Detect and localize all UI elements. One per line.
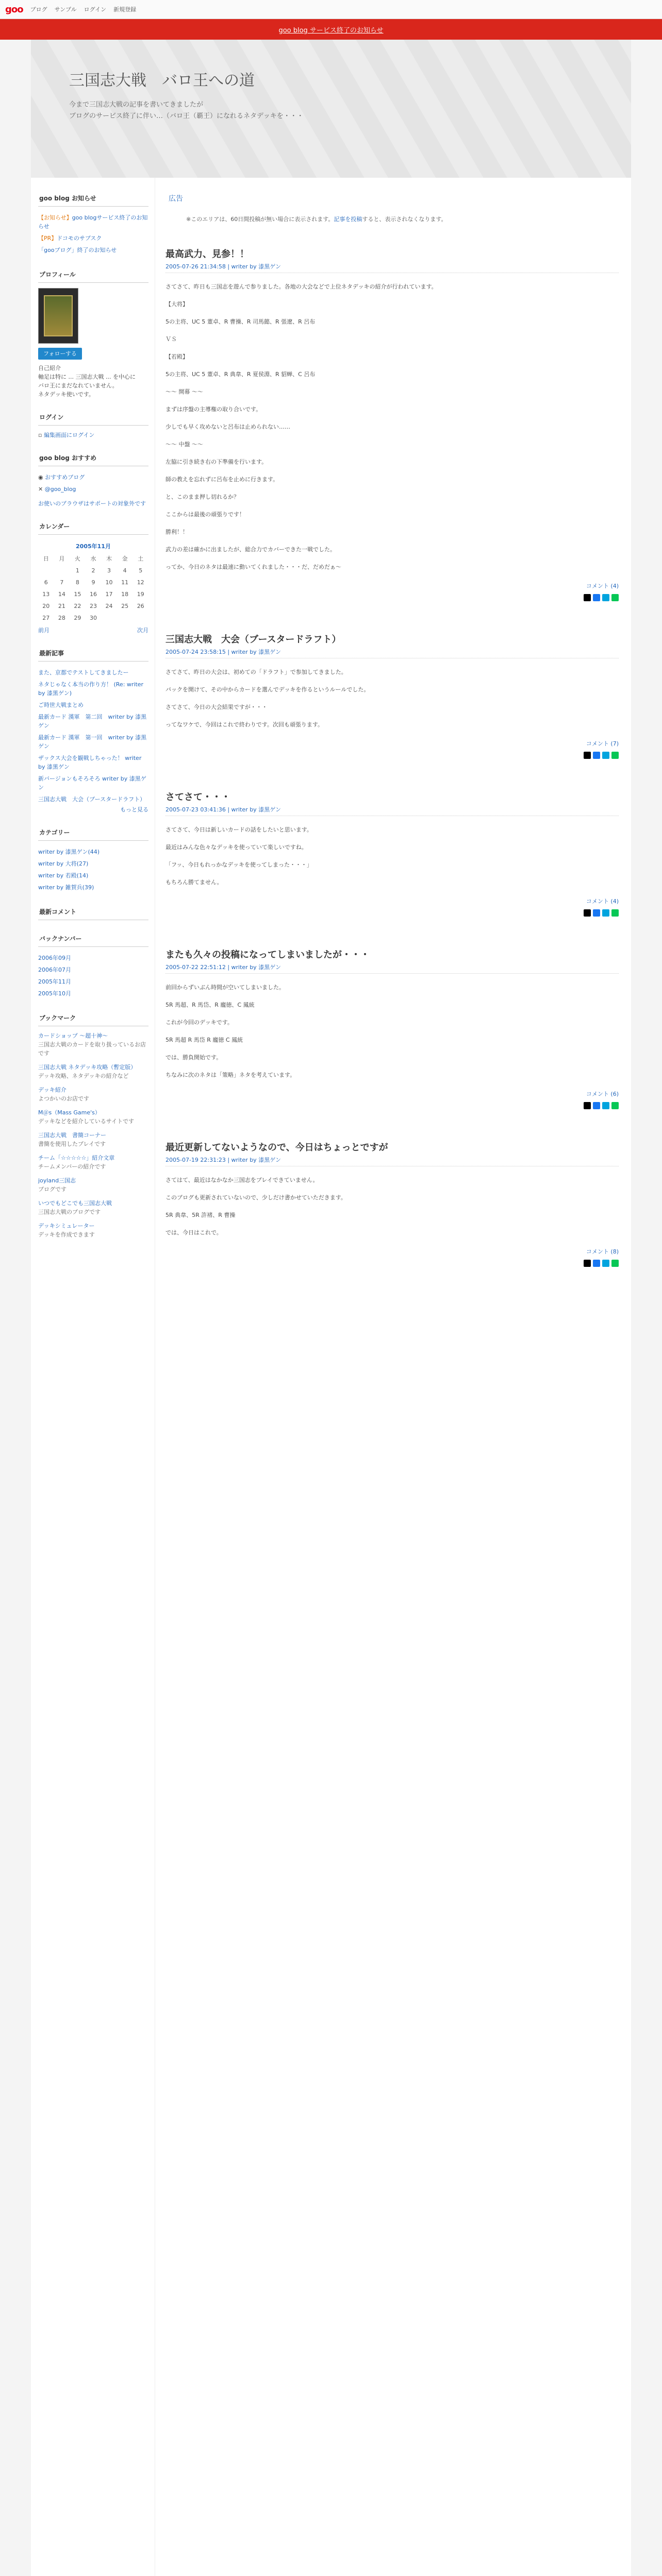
calendar-day: 10: [105, 579, 113, 586]
goo-notice-heading: goo blog お知らせ: [38, 191, 148, 207]
topbar-item[interactable]: 新規登録: [113, 6, 137, 13]
hatena-share-icon[interactable]: [602, 594, 609, 601]
category-heading: カテゴリー: [38, 825, 148, 841]
category-item-link[interactable]: writer by 雑賀兵(39): [38, 884, 94, 891]
page-body: [31, 178, 631, 2576]
calendar-day: 1: [75, 567, 79, 574]
calendar-day: 5: [139, 567, 143, 574]
calendar-day: 7: [60, 579, 64, 586]
calendar-weekday: 水: [90, 555, 96, 562]
backnumber-item-link[interactable]: 2006年07月: [38, 967, 71, 973]
backnumber-item-link[interactable]: 2006年09月: [38, 955, 71, 961]
category-item[interactable]: [38, 846, 148, 858]
calendar-weekday: 月: [59, 555, 65, 562]
calendar-day: 17: [105, 591, 113, 598]
entry-title[interactable]: またも久々の投稿になってしまいましたが・・・: [166, 950, 370, 960]
facebook-share-icon[interactable]: [593, 1260, 600, 1267]
recent-item-link[interactable]: また、京都でテストしてきましたー: [38, 669, 129, 676]
calendar-day: 21: [58, 603, 65, 609]
top-bar: [0, 0, 662, 19]
entry-paragraph: 5R 馬超、R 馬岱、R 龐徳、C 鳳統: [166, 1002, 255, 1008]
entry-paragraph: もちろん勝てません。: [166, 879, 223, 886]
line-share-icon[interactable]: [611, 752, 619, 759]
entry-paragraph: では、今日はこれで。: [166, 1229, 222, 1236]
bookmark-desc: デッキなどを紹介しているサイトです: [38, 1118, 135, 1125]
calendar-nav: [38, 626, 148, 635]
entry-title[interactable]: 三国志大戦 大会（ブースタードラフト）: [166, 634, 341, 645]
calendar-weekday: 木: [106, 555, 112, 562]
calendar-day: 24: [105, 603, 113, 609]
topbar-item[interactable]: サンプル: [54, 6, 77, 13]
blog-entry: [166, 247, 619, 601]
bookmark-link[interactable]: joyland三国志: [38, 1177, 76, 1184]
line-share-icon[interactable]: [611, 594, 619, 601]
profile-avatar-card: [44, 295, 73, 336]
backnumber-item-link[interactable]: 2005年10月: [38, 990, 71, 997]
blog-description: 今まで三国志大戦の記事を書いてきましたが ブログのサービス終了に伴い…（バロ王（覇王）になれるネタデッキを・・・: [69, 101, 304, 120]
entry-paragraph: 5の主将、UC 5 董卓、R 曹操、R 司馬懿、R 張遼、R 呂布: [166, 318, 316, 325]
x-share-icon[interactable]: [584, 909, 591, 917]
bookmark-item: [38, 1108, 148, 1126]
calendar-day: 28: [58, 615, 65, 621]
facebook-share-icon[interactable]: [593, 594, 600, 601]
entry-meta: 2005-07-22 22:51:12 | writer by 漆黒ゲン: [166, 963, 619, 974]
entry-paragraph: 5の主将、UC 5 董卓、R 典韋、R 夏侯淵、R 貂蝉、C 呂布: [166, 371, 316, 378]
profile-text: 自己紹介 軸足は特に ... 三国志大戦 ... を中心に バロ王にまだなれていません。 ネタデッキ使いです。: [38, 365, 136, 398]
entry-body: [166, 282, 619, 571]
bookmark-link[interactable]: デッキシミュレーター: [38, 1223, 95, 1229]
entry-body: [166, 1176, 619, 1237]
share-buttons: [166, 1102, 619, 1109]
entry-paragraph: ～～ 開幕 ～～: [166, 388, 203, 395]
comments-heading: 最新コメント: [38, 905, 148, 920]
hatena-share-icon[interactable]: [602, 1102, 609, 1109]
bookmark-link[interactable]: 三国志大戦 書簡コーナー: [38, 1132, 106, 1139]
bookmark-desc: 三国志大戦のカードを取り扱っているお店です: [38, 1041, 146, 1057]
calendar-day: 15: [74, 591, 81, 598]
recommend-heading: goo blog おすすめ: [38, 451, 148, 466]
entry-paragraph: 5R 典韋、5R 許褚、R 曹操: [166, 1212, 236, 1218]
calendar-week: [38, 600, 148, 612]
calendar-weekday-row: [38, 553, 148, 565]
follow-button[interactable]: フォローする: [38, 348, 82, 360]
goo-notice-item[interactable]: 【お知らせ】goo blogサービス終了のお知らせ: [38, 214, 148, 230]
bookmark-item: [38, 1154, 148, 1171]
calendar-day: 14: [58, 591, 65, 598]
x-share-icon[interactable]: [584, 1260, 591, 1267]
entry-paragraph: さてさて、今日は新しいカードの話をしたいと思います。: [166, 826, 312, 833]
bookmark-desc: 書簡を使用したプレイです: [38, 1141, 106, 1147]
facebook-share-icon[interactable]: [593, 909, 600, 917]
calendar-weekday: 土: [138, 555, 144, 562]
calendar-day: 6: [44, 579, 48, 586]
entry-comment-link[interactable]: コメント (8): [586, 1248, 619, 1255]
bookmark-item: [38, 1086, 148, 1103]
x-icon: ✕: [38, 486, 45, 493]
calendar-weekday: 日: [43, 555, 49, 562]
entry-paragraph: 【若殿】: [166, 353, 188, 360]
login-link[interactable]: 編集画面にログイン: [43, 432, 95, 438]
goo-small-icon: ◉: [38, 474, 45, 481]
service-notice-link[interactable]: goo blog サービス終了のお知らせ: [278, 26, 384, 35]
blog-entry: [166, 1140, 619, 1267]
entry-comment-link[interactable]: コメント (6): [586, 1091, 619, 1097]
calendar-day: 27: [42, 615, 50, 621]
entry-paragraph: ここからは最後の頑張りです！: [166, 511, 245, 518]
calendar-caption: 2005年11月: [76, 543, 111, 550]
recent-item[interactable]: [38, 711, 148, 732]
facebook-share-icon[interactable]: [593, 752, 600, 759]
category-item[interactable]: [38, 870, 148, 882]
bookmark-item: [38, 1222, 148, 1239]
bookmark-item: [38, 1199, 148, 1216]
calendar-day: [101, 612, 117, 624]
entry-paragraph: これが今回のデッキです。: [166, 1019, 233, 1026]
calendar-day: [38, 565, 54, 577]
entry-paragraph: 左脇に引き続き右の下準備を行います。: [166, 459, 268, 465]
calendar-day: 18: [121, 591, 129, 598]
category-item-link[interactable]: writer by 大将(27): [38, 860, 89, 867]
entry-paragraph: ってか、今日のネタは最速に動いてくれました・・・だ、だめだぁ～: [166, 564, 341, 570]
share-buttons: [166, 1260, 619, 1267]
goo-notice-item[interactable]: 【PR】ドコモのサブスク: [38, 235, 102, 242]
bookmark-heading: ブックマーク: [38, 1011, 148, 1026]
calendar-day: 25: [121, 603, 129, 609]
entry-paragraph: さてさて、昨日の大会は、初めての「ドラフト」で参加してきました。: [166, 669, 347, 675]
entry-paragraph: ＶＳ: [166, 336, 177, 343]
backnumber-heading: バックナンバー: [38, 931, 148, 947]
entry-paragraph: 5R 馬超 R 馬岱 R 龐徳 C 鳳統: [166, 1037, 243, 1043]
bookmark-link[interactable]: 三国志大戦 ネタデッキ攻略（暫定版）: [38, 1064, 137, 1071]
bookmark-link[interactable]: デッキ紹介: [38, 1087, 67, 1093]
x-share-icon[interactable]: [584, 594, 591, 601]
bookmark-link[interactable]: チーム「☆☆☆☆☆」紹介文章: [38, 1155, 115, 1161]
recent-item-link[interactable]: 新バージョンもそろそろ writer by 漆黒ゲン: [38, 775, 146, 791]
entry-title[interactable]: 最高武力、見参！！: [166, 249, 249, 260]
bookmark-desc: よつかいのお店です: [38, 1095, 89, 1102]
entry-paragraph: このブログも更新されていないので、少しだけ書かせていただきます。: [166, 1194, 346, 1201]
backnumber-list: [38, 952, 148, 999]
entry-meta: 2005-07-19 22:31:23 | writer by 漆黒ゲン: [166, 1156, 619, 1166]
entry-paragraph: ってなワケで、今回はこれで終わりです。次回も頑張ります。: [166, 721, 324, 728]
recent-more-row: [38, 805, 148, 814]
goo-notice-list: [38, 212, 148, 256]
facebook-share-icon[interactable]: [593, 1102, 600, 1109]
calendar-day: 8: [75, 579, 79, 586]
calendar-next[interactable]: 次月: [137, 627, 148, 634]
share-buttons: [166, 752, 619, 759]
calendar-week: [38, 565, 148, 577]
entry-list: [166, 247, 619, 1267]
calendar-day: 19: [137, 591, 144, 598]
entry-paragraph: 勝利！！: [166, 529, 188, 535]
calendar-day: 11: [121, 579, 129, 586]
profile-heading: プロフィール: [38, 267, 148, 283]
topbar-item[interactable]: ブログ: [30, 6, 47, 13]
ad-note-link[interactable]: 記事を投稿: [334, 216, 362, 223]
backnumber-item[interactable]: [38, 964, 148, 976]
entry-body: [166, 668, 619, 729]
entry-body: [166, 825, 619, 887]
recent-item-link[interactable]: ザックス大会を観戦しちゃった！ writer by 漆黒ゲン: [38, 755, 142, 770]
recent-item-link[interactable]: ネタじゃなく本当の作り方！ (Re: writer by 漆黒ゲン): [38, 681, 144, 697]
bookmark-link[interactable]: いつでもどこでも三国志大戦: [38, 1200, 112, 1207]
calendar-day: 26: [137, 603, 144, 609]
bookmark-desc: ブログです: [38, 1186, 67, 1193]
calendar-day: 3: [107, 567, 111, 574]
entry-paragraph: と、このまま押し切れるか？: [166, 494, 239, 500]
recent-list: [38, 667, 148, 805]
entry-meta: 2005-07-24 23:58:15 | writer by 漆黒ゲン: [166, 648, 619, 658]
blog-entry: [166, 632, 619, 759]
bookmark-list: [38, 1031, 148, 1239]
category-item[interactable]: [38, 858, 148, 870]
entry-paragraph: 【大将】: [166, 301, 188, 308]
bookmark-desc: チームメンバーの紹介です: [38, 1163, 106, 1170]
hatena-share-icon[interactable]: [602, 909, 609, 917]
bookmark-link[interactable]: M＠s（Mass Game's）: [38, 1109, 101, 1116]
recent-item[interactable]: [38, 752, 148, 773]
hatena-share-icon[interactable]: [602, 752, 609, 759]
recent-heading: 最新記事: [38, 646, 148, 662]
calendar-week: [38, 588, 148, 600]
recent-item[interactable]: [38, 773, 148, 793]
calendar-day: 29: [74, 615, 81, 621]
calendar-day: [117, 612, 133, 624]
goo-notice-item[interactable]: 「gooブログ」終了のお知らせ: [38, 247, 117, 253]
entry-paragraph: まずは序盤の主導権の取り合いです。: [166, 406, 262, 413]
calendar-day: 13: [42, 591, 50, 598]
bookmark-desc: デッキ攻略、ネタデッキの紹介など: [38, 1073, 129, 1079]
recent-item[interactable]: [38, 679, 148, 699]
line-share-icon[interactable]: [611, 909, 619, 917]
hatena-share-icon[interactable]: [602, 1260, 609, 1267]
entry-paragraph: ちなみに次のネタは「策略」ネタを考えています。: [166, 1072, 296, 1078]
calendar-weekday: 火: [74, 555, 80, 562]
calendar-day: 2: [91, 567, 95, 574]
x-share-icon[interactable]: [584, 752, 591, 759]
calendar-day: 12: [137, 579, 144, 586]
backnumber-item[interactable]: [38, 988, 148, 999]
entry-paragraph: さてさて、今日の大会結果ですが・・・: [166, 704, 268, 710]
calendar-week: [38, 612, 148, 624]
category-item-link[interactable]: writer by 漆黒ゲン(44): [38, 849, 100, 855]
recent-item-link[interactable]: 最新カード 漢軍 第一回 writer by 漆黒ゲン: [38, 734, 147, 750]
entry-meta: 2005-07-26 21:34:58 | writer by 漆黒ゲン: [166, 262, 619, 273]
entry-body: [166, 983, 619, 1079]
category-list: [38, 846, 148, 893]
share-buttons: [166, 909, 619, 917]
calendar-day: 4: [123, 567, 127, 574]
bookmark-link[interactable]: カードショップ ～超十神～: [38, 1032, 108, 1039]
entry-meta: 2005-07-23 03:41:36 | writer by 漆黒ゲン: [166, 805, 619, 816]
entry-paragraph: 最近はみんな色々なデッキを使っていて楽しいですね。: [166, 844, 307, 851]
entry-title[interactable]: 最近更新してないようなので、今日はちょっとですが: [166, 1142, 388, 1153]
entry-paragraph: 前回からずいぶん時間が空いてしまいました。: [166, 984, 285, 991]
line-share-icon[interactable]: [611, 1260, 619, 1267]
bookmark-item: [38, 1131, 148, 1148]
calendar-day: 23: [89, 603, 97, 609]
backnumber-item[interactable]: [38, 952, 148, 964]
login-heading: ログイン: [38, 410, 148, 426]
blog-entry: [166, 947, 619, 1109]
entry-paragraph: さてはて、最近はなかなか三国志をプレイできていません。: [166, 1177, 319, 1183]
calendar-day: [54, 565, 70, 577]
recent-item[interactable]: [38, 699, 148, 711]
recent-item[interactable]: [38, 732, 148, 752]
login-icon: ▫: [38, 432, 44, 438]
bookmark-item: [38, 1031, 148, 1058]
entry-paragraph: パックを開けて、その中からカードを選んでデッキを作るというルールでした。: [166, 686, 370, 693]
entry-paragraph: ～～ 中盤 ～～: [166, 441, 203, 448]
line-share-icon[interactable]: [611, 1102, 619, 1109]
bookmark-desc: デッキを作成できます: [38, 1231, 95, 1238]
calendar-day: [133, 612, 148, 624]
login-link-row: [38, 431, 148, 439]
share-buttons: [166, 594, 619, 601]
ad-label: 広告: [169, 195, 183, 203]
entry-title[interactable]: さてさて・・・: [166, 792, 230, 803]
entry-comment-link[interactable]: コメント (4): [586, 583, 619, 589]
calendar-week: [38, 577, 148, 588]
entry-paragraph: 「フッ、今日もれっかなデッキを使ってしまった・・・」: [166, 861, 313, 868]
bookmark-desc: 三国志大戦のブログです: [38, 1209, 101, 1215]
blog-entry: [166, 790, 619, 917]
goo-logo[interactable]: goo: [5, 4, 23, 15]
bookmark-item: [38, 1176, 148, 1194]
category-item-link[interactable]: writer by 若殿(14): [38, 872, 89, 879]
calendar-day: 20: [42, 603, 50, 609]
entry-paragraph: 少しでも早く攻めないと呂布は止められない……: [166, 423, 290, 430]
calendar-weekday: 金: [122, 555, 128, 562]
calendar-day: 22: [74, 603, 81, 609]
blog-title[interactable]: 三国志大戦 バロ王への道: [69, 72, 255, 90]
recent-more-link[interactable]: もっと見る: [120, 806, 148, 813]
entry-comment-link[interactable]: コメント (7): [586, 740, 619, 747]
blog-header: [31, 40, 631, 178]
entry-paragraph: さてさて、昨日も三国志を遊んで参りました。各地の大会などで上位ネタデッキの紹介が行われています。: [166, 283, 437, 290]
category-item[interactable]: [38, 882, 148, 893]
recommend-item[interactable]: ✕ @goo_blog: [38, 486, 76, 493]
recommend-item[interactable]: ◉ おすすめブログ: [38, 474, 85, 481]
calendar-day: 16: [89, 591, 97, 598]
recent-item-link[interactable]: 最新カード 漢軍 第二回 writer by 漆黒ゲン: [38, 714, 147, 729]
calendar-day: 30: [89, 615, 97, 621]
entry-paragraph: では、勝負開始です。: [166, 1054, 222, 1061]
profile-avatar[interactable]: [38, 288, 78, 344]
ad-note: ※このエリアは、60日間投稿が無い場合に表示されます。記事を投稿すると、表示されなくなります。: [186, 216, 447, 223]
entry-comment-link[interactable]: コメント (4): [586, 898, 619, 905]
calendar: [38, 540, 148, 624]
entry-paragraph: 武力の差は確かに出ましたが、総合力でカバーできた一戦でした。: [166, 546, 336, 553]
browser-note: お使いのブラウザはサポートの対象外です: [38, 500, 146, 507]
calendar-day: 9: [91, 579, 95, 586]
x-share-icon[interactable]: [584, 1102, 591, 1109]
topbar-item[interactable]: ログイン: [84, 6, 107, 13]
calendar-prev[interactable]: 前月: [38, 627, 49, 634]
bookmark-item: [38, 1063, 148, 1080]
backnumber-item[interactable]: [38, 976, 148, 988]
recommend-list: [38, 471, 148, 495]
service-notice-bar: [0, 19, 662, 40]
calendar-heading: カレンダー: [38, 519, 148, 535]
sidebar: [31, 178, 155, 2576]
recent-item-link[interactable]: 三国志大戦 大会（ブースタードラフト）: [38, 796, 146, 803]
entry-paragraph: 師の教えを忘れずに呂布を止めに行きます。: [166, 476, 279, 483]
backnumber-item-link[interactable]: 2005年11月: [38, 978, 71, 985]
recent-item-link[interactable]: ご時世大戦まとめ: [38, 702, 84, 708]
recent-item[interactable]: [38, 667, 148, 679]
main-content: [155, 178, 631, 2576]
recent-item[interactable]: [38, 793, 148, 805]
